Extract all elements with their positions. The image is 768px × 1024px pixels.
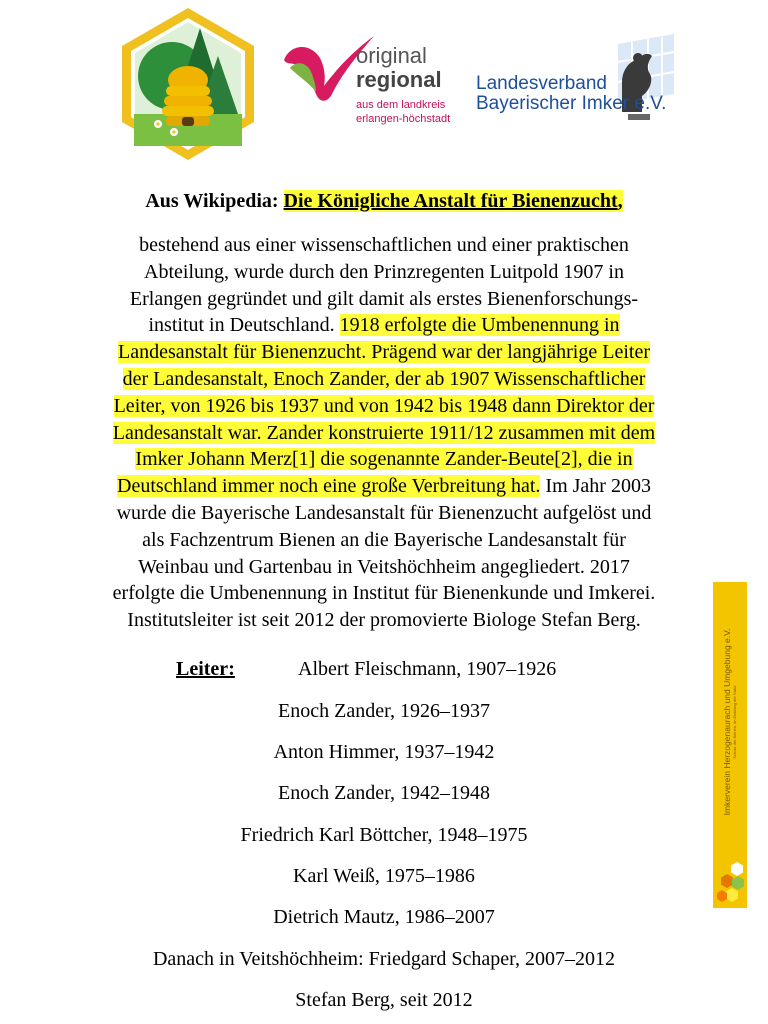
side-banner-subtitle: Schutz der Bienen, im Einklang der Natur bbox=[732, 685, 737, 759]
body-line: als Fachzentrum Bienen an die Bayerische Landesanstalt für bbox=[142, 528, 626, 551]
highlighted-text: der Landesanstalt, Enoch Zander, der ab 1907 Wissenschaftlicher bbox=[122, 367, 646, 390]
imkerverein-side-banner bbox=[713, 582, 747, 908]
beekeepers-logo bbox=[114, 4, 262, 164]
regional-subline-2: erlangen-höchstadt bbox=[356, 113, 451, 125]
page-heading bbox=[0, 188, 768, 214]
side-banner-title: Imkerverein Herzogenaurach und Umgebung e.V. bbox=[722, 628, 732, 816]
leiter-entry: Albert Fleischmann, 1907–1926 bbox=[298, 658, 557, 680]
highlighted-line bbox=[62, 366, 706, 393]
body-line: Institutsleiter ist seit 2012 der promovierte Biologe Stefan Berg. bbox=[127, 609, 641, 632]
honeycomb-icon bbox=[717, 860, 745, 904]
leiter-entry: Enoch Zander, 1942–1948 bbox=[278, 782, 490, 804]
body-line: bestehend aus einer wissenschaftlichen und einer praktischen bbox=[139, 234, 629, 256]
leiter-entry: Friedrich Karl Böttcher, 1948–1975 bbox=[240, 824, 528, 846]
body-paragraph bbox=[62, 232, 706, 634]
leiter-entry: Karl Weiß, 1975–1986 bbox=[293, 865, 475, 887]
highlighted-line bbox=[62, 339, 706, 366]
heading-comma: , bbox=[617, 190, 623, 212]
leiter-entry: Dietrich Mautz, 1986–2007 bbox=[273, 906, 495, 928]
heading-wikipedia-link[interactable] bbox=[284, 190, 623, 212]
highlighted-text: Leiter, von 1926 bis 1937 und von 1942 bis 1948 dann Direktor der bbox=[113, 394, 655, 417]
leiter-entry: Stefan Berg, seit 2012 bbox=[295, 989, 473, 1011]
highlighted-line bbox=[62, 420, 706, 447]
original-regional-logo bbox=[280, 30, 460, 150]
highlighted-text: Landesanstalt war. Zander konstruierte 1911/12 zusammen mit dem bbox=[112, 421, 656, 444]
body-line-mixed bbox=[62, 312, 706, 339]
highlighted-text: 1918 erfolgte die Umbenennung in bbox=[339, 314, 620, 337]
regional-label: regional bbox=[356, 67, 442, 92]
body-line: Erlangen gegründet und gilt damit als erstes Bienenforschungs- bbox=[129, 287, 639, 310]
leiter-entry: Anton Himmer, 1937–1942 bbox=[273, 741, 495, 763]
leiter-entry: Danach in Veitshöchheim: Friedgard Schaper, 2007–2012 bbox=[152, 948, 616, 970]
highlighted-text: Imker Johann Merz[1] die sogenannte Zander-Beute[2], die in bbox=[135, 448, 633, 471]
leiter-entry: Enoch Zander, 1926–1937 bbox=[278, 700, 490, 722]
landesverband-line-1: Landesverband bbox=[476, 73, 607, 94]
highlighted-line bbox=[62, 446, 706, 473]
highlighted-text: Landesanstalt für Bienenzucht. Prägend war der langjährige Leiter bbox=[117, 341, 650, 364]
highlighted-line bbox=[62, 393, 706, 420]
leiter-label: Leiter: bbox=[176, 658, 235, 680]
body-line: wurde die Bayerische Landesanstalt für Bienenzucht aufgelöst und bbox=[116, 501, 652, 524]
body-line-text: institut in Deutschland. bbox=[148, 314, 335, 337]
body-line: erfolgte die Umbenennung in Institut für Bienenkunde und Imkerei. bbox=[112, 582, 656, 605]
heading-prefix: Aus Wikipedia: bbox=[145, 190, 279, 212]
body-line: Abteilung, wurde durch den Prinzregenten Luitpold 1907 in bbox=[144, 260, 624, 283]
regional-subline-1: aus dem landkreis bbox=[356, 99, 446, 111]
body-line-text: Im Jahr 2003 bbox=[545, 475, 651, 498]
body-line-mixed bbox=[62, 473, 706, 500]
landesverband-line-2: Bayerischer Imker e.V. bbox=[476, 93, 667, 114]
body-line: Weinbau und Gartenbau in Veitshöchheim angegliedert. 2017 bbox=[138, 555, 630, 578]
heading-link-text: Die Königliche Anstalt für Bienenzucht bbox=[283, 190, 618, 212]
highlighted-text: Deutschland immer noch eine große Verbreitung hat. bbox=[117, 475, 541, 498]
landesverband-logo bbox=[472, 34, 682, 124]
original-label: original bbox=[356, 43, 427, 68]
